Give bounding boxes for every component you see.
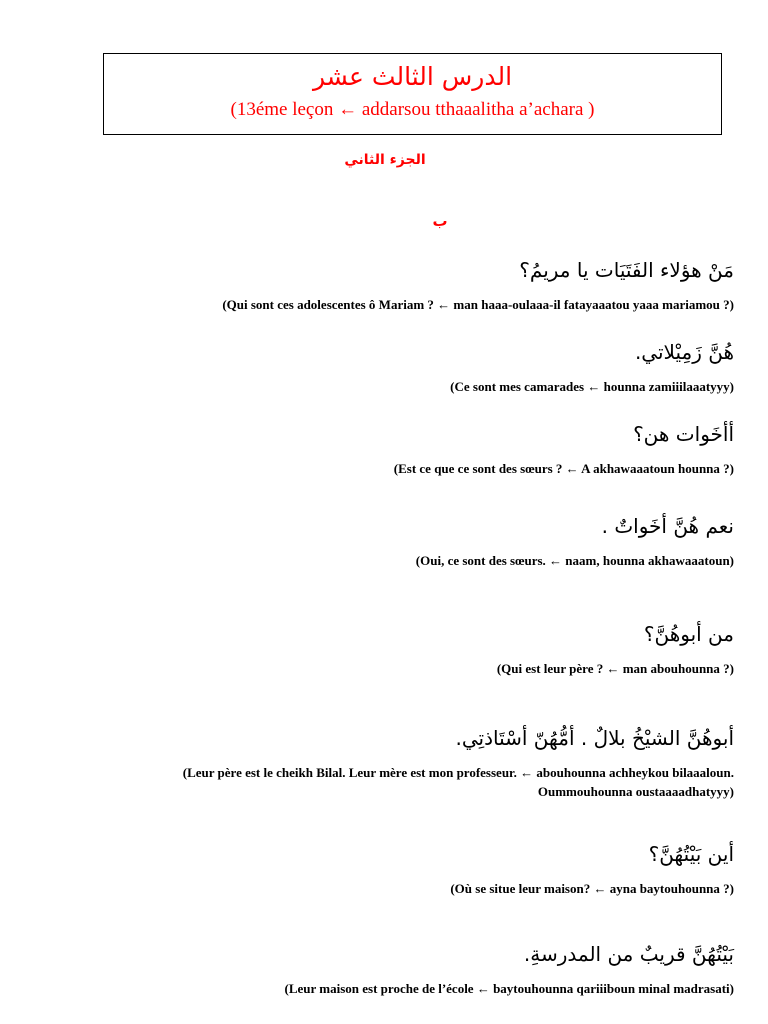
lesson-title-box xyxy=(103,53,722,135)
dialogue-arabic-line: أأخَوات هن؟ xyxy=(633,422,734,446)
dialogue-translation: (Oui, ce sont des sœurs. ← naam, hounna akhawaaatoun) xyxy=(415,553,734,568)
dialogue-entry xyxy=(110,722,734,801)
dialogue-translation: (Leur père est le cheikh Bilal. Leur mère est mon professeur. ← abouhounna achheykou bilaaaloun. Oummouhounna oustaaaadhatyyy) xyxy=(182,765,734,799)
dialogue-translation: (Qui est leur père ? ← man abouhounna ?) xyxy=(496,661,734,676)
dialogue-arabic-line: أبوهُنَّ الشيْخُ بلالٌ . أمُّهُنّ أسْتَاذتِي. xyxy=(455,726,734,750)
section-letter: ب xyxy=(432,212,448,230)
dialogue-entry xyxy=(110,254,734,314)
dialogue-entry xyxy=(110,510,734,570)
dialogue-translation: (Est ce que ce sont des sœurs ? ← A akhawaaatoun hounna ?) xyxy=(393,461,734,476)
dialogue-translation: (Qui sont ces adolescentes ô Mariam ? ← man haaa-oulaaa-il fatayaaatou yaaa mariamou ?) xyxy=(222,297,734,312)
dialogue-arabic-line: أين بَيْتُهُنَّ؟ xyxy=(648,842,734,866)
part-label: الجزء الثاني xyxy=(344,152,426,168)
dialogue-arabic-line: بَيْتُهُنَّ قريبٌ من المدرسةِ. xyxy=(523,942,734,966)
dialogue-arabic-line: مَنْ هؤلاء الفَتَيَات يا مريمُ؟ xyxy=(519,258,734,282)
dialogue-translation: (Où se situe leur maison? ← ayna baytouhounna ?) xyxy=(450,881,734,896)
lesson-title-arabic: الدرس الثالث عشر xyxy=(312,62,513,91)
dialogue-entry xyxy=(110,336,734,396)
dialogue-translation: (Leur maison est proche de l’école ← baytouhounna qariiiboun minal madrasati) xyxy=(284,981,734,996)
dialogue-arabic-line: هُنَّ زَمِيْلاتي. xyxy=(634,340,734,364)
dialogue-translation: (Ce sont mes camarades ← hounna zamiiilaaatyyy) xyxy=(450,379,734,394)
lesson-title-french: (13éme leçon ← addarsou tthaaalitha a’achara ) xyxy=(230,99,595,120)
dialogue-entry xyxy=(110,618,734,678)
dialogue-arabic-line: من أبوهُنَّ؟ xyxy=(643,622,734,646)
dialogue-arabic-line: نعم هُنَّ أخَواتٌ . xyxy=(601,514,734,538)
dialogue-entry xyxy=(110,418,734,478)
dialogue-entry xyxy=(110,938,734,998)
dialogue-entry xyxy=(110,838,734,898)
